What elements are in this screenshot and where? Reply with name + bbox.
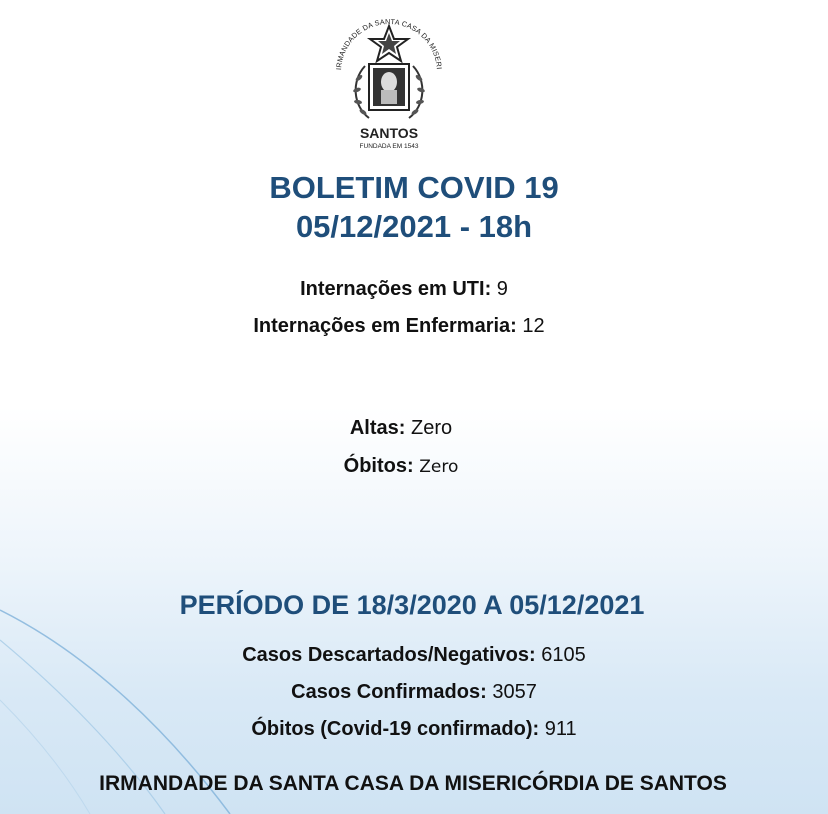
logo-founded: FUNDADA EM 1543 <box>359 143 419 150</box>
obitos-line <box>0 455 815 478</box>
bulletin-title: BOLETIM COVID 19 <box>269 170 559 205</box>
enfermaria-label: Internações em Enfermaria: <box>253 315 517 337</box>
enfermaria-line <box>0 315 813 338</box>
period-title: PERÍODO DE 18/3/2020 A 05/12/2021 <box>179 590 645 620</box>
obitos-total-line <box>0 718 828 741</box>
obitos-label: Óbitos: <box>343 455 414 477</box>
logo-ring-text: IRMANDADE DA SANTA CASA DA MISERI <box>334 16 444 71</box>
obitos-total-value: 911 <box>544 718 577 740</box>
confirmados-line <box>0 681 828 704</box>
uti-label: Internações em UTI: <box>300 278 492 300</box>
descartados-label: Casos Descartados/Negativos: <box>242 644 536 666</box>
enfermaria-value: 12 <box>522 315 545 337</box>
descartados-value: 6105 <box>541 644 586 666</box>
obitos-total-label: Óbitos (Covid-19 confirmado): <box>251 718 540 740</box>
santa-casa-logo <box>329 6 449 152</box>
descartados-line <box>0 644 828 667</box>
footer-institution: IRMANDADE DA SANTA CASA DA MISERICÓRDIA DE SANTOS <box>99 772 727 795</box>
confirmados-label: Casos Confirmados: <box>291 681 487 703</box>
confirmados-value: 3057 <box>492 681 537 703</box>
obitos-value: Zero <box>419 457 459 477</box>
altas-label: Altas: <box>349 417 406 439</box>
uti-line <box>0 278 818 301</box>
bulletin-date: 05/12/2021 - 18h <box>295 209 533 244</box>
logo-city: SANTOS <box>359 125 419 141</box>
uti-value: 9 <box>496 278 508 300</box>
altas-value: Zero <box>411 417 453 439</box>
altas-line <box>0 417 815 440</box>
